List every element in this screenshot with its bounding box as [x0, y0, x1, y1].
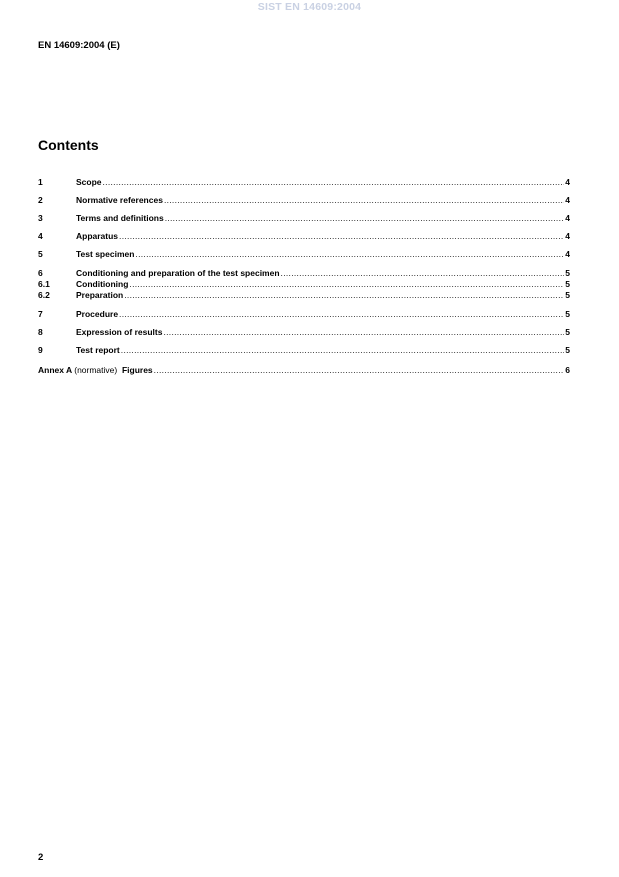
toc-leader-dots [135, 249, 564, 260]
toc-entry-page: 5 [565, 309, 570, 319]
toc-annex-type: (normative) [74, 365, 118, 375]
toc-entry-title: Expression of results [76, 327, 163, 337]
toc-entry-number: 6 [38, 268, 43, 278]
toc-entry-page: 4 [565, 213, 570, 223]
toc-entry-terms-and-definitions[interactable] [38, 213, 570, 224]
toc-entry-page: 4 [565, 177, 570, 187]
toc-entry-preparation[interactable] [38, 290, 570, 301]
toc-entry-test-specimen[interactable] [38, 249, 570, 260]
toc-leader-dots [164, 195, 564, 206]
toc-entry-page: 5 [565, 279, 570, 289]
toc-entry-number: 9 [38, 345, 43, 355]
toc-entry-normative-references[interactable] [38, 195, 570, 206]
toc-leader-dots [119, 231, 564, 242]
toc-leader-dots [165, 213, 565, 224]
toc-entry-title: Test specimen [76, 249, 135, 259]
toc-annex-label: Annex A [38, 365, 72, 375]
toc-entry-annex-a[interactable] [38, 365, 570, 376]
toc-entry-number: 4 [38, 231, 43, 241]
toc-entry-number: 6.1 [38, 279, 50, 289]
toc-entry-page: 5 [565, 290, 570, 300]
toc-leader-dots [121, 345, 564, 356]
toc-leader-dots [124, 290, 564, 301]
toc-entry-title: Normative references [76, 195, 163, 205]
toc-entry-title: Conditioning and preparation of the test specimen [76, 268, 280, 278]
toc-entry-conditioning[interactable] [38, 279, 570, 290]
toc-entry-number: 3 [38, 213, 43, 223]
page-number: 2 [38, 852, 44, 863]
toc-leader-dots [281, 268, 565, 279]
toc-entry-procedure[interactable] [38, 309, 570, 320]
toc-entry-title: Preparation [76, 290, 124, 300]
toc-entry-title: Procedure [76, 309, 119, 319]
toc-annex-title: Figures [121, 365, 153, 375]
toc-entry-title: Terms and definitions [76, 213, 164, 223]
toc-entry-number: 2 [38, 195, 43, 205]
toc-leader-dots [119, 309, 564, 320]
contents-heading: Contents [38, 137, 99, 153]
toc-leader-dots [129, 279, 564, 290]
toc-entry-page: 4 [565, 231, 570, 241]
toc-entry-apparatus[interactable] [38, 231, 570, 242]
toc-entry-title: Test report [76, 345, 120, 355]
toc-leader-dots [154, 365, 565, 376]
toc-leader-dots [103, 177, 565, 188]
toc-entry-number: 1 [38, 177, 43, 187]
toc-entry-page: 5 [565, 327, 570, 337]
toc-entry-page: 5 [565, 345, 570, 355]
toc-entry-number: 8 [38, 327, 43, 337]
toc-entry-scope[interactable] [38, 177, 570, 188]
toc-entry-page: 4 [565, 249, 570, 259]
toc-annex-heading [38, 365, 153, 376]
toc-entry-number: 5 [38, 249, 43, 259]
toc-entry-title: Conditioning [76, 279, 129, 289]
toc-entry-title: Apparatus [76, 231, 119, 241]
toc-entry-test-report[interactable] [38, 345, 570, 356]
toc-entry-page: 4 [565, 195, 570, 205]
toc-entry-page: 5 [565, 268, 570, 278]
toc-entry-number: 7 [38, 309, 43, 319]
toc-entry-title: Scope [76, 177, 102, 187]
toc-leader-dots [163, 327, 564, 338]
toc-entry-number: 6.2 [38, 290, 50, 300]
toc-entry-page: 6 [565, 365, 570, 375]
toc-entry-conditioning-and-preparation[interactable] [38, 268, 570, 279]
watermark-text: SIST EN 14609:2004 [257, 1, 362, 13]
document-identifier: EN 14609:2004 (E) [38, 40, 120, 51]
toc-entry-expression-of-results[interactable] [38, 327, 570, 338]
